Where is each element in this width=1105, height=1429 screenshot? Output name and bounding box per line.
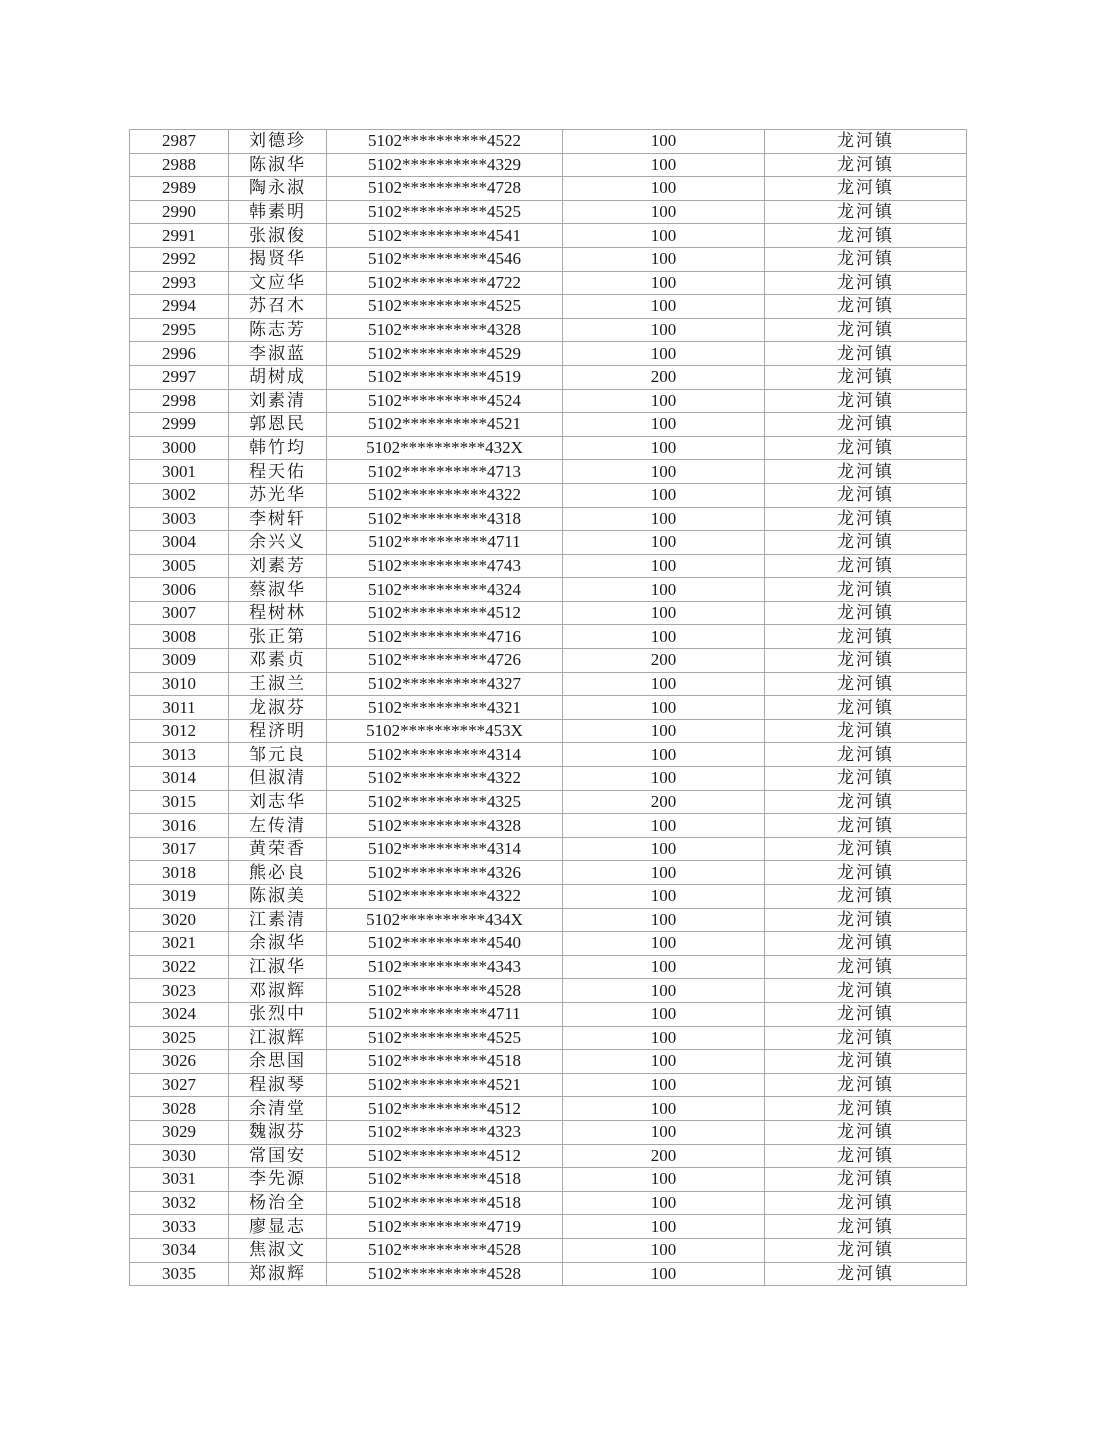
table-row — [130, 719, 967, 743]
name-cell: 杨治全 — [229, 1191, 327, 1215]
serial-number-cell: 3017 — [130, 837, 229, 861]
name-cell: 揭贤华 — [229, 247, 327, 271]
serial-number-cell: 3014 — [130, 767, 229, 791]
amount-cell: 100 — [563, 130, 765, 154]
amount-cell: 100 — [563, 1097, 765, 1121]
amount-cell: 100 — [563, 1026, 765, 1050]
name-cell: 苏召木 — [229, 295, 327, 319]
table-row — [130, 177, 967, 201]
amount-cell: 100 — [563, 955, 765, 979]
id-number-cell: 5102**********4322 — [327, 483, 563, 507]
name-cell: 韩竹均 — [229, 436, 327, 460]
name-cell: 李淑蓝 — [229, 342, 327, 366]
id-number-cell: 5102**********4512 — [327, 1097, 563, 1121]
serial-number-cell: 3035 — [130, 1262, 229, 1286]
amount-cell: 100 — [563, 554, 765, 578]
serial-number-cell: 2994 — [130, 295, 229, 319]
amount-cell: 100 — [563, 153, 765, 177]
serial-number-cell: 3032 — [130, 1191, 229, 1215]
name-cell: 张淑俊 — [229, 224, 327, 248]
serial-number-cell: 2998 — [130, 389, 229, 413]
amount-cell: 100 — [563, 932, 765, 956]
name-cell: 刘素清 — [229, 389, 327, 413]
table-row — [130, 1073, 967, 1097]
table-row — [130, 743, 967, 767]
id-number-cell: 5102**********4528 — [327, 1262, 563, 1286]
amount-cell: 100 — [563, 460, 765, 484]
id-number-cell: 5102**********4713 — [327, 460, 563, 484]
serial-number-cell: 3033 — [130, 1215, 229, 1239]
town-cell: 龙河镇 — [765, 365, 967, 389]
serial-number-cell: 2989 — [130, 177, 229, 201]
serial-number-cell: 2996 — [130, 342, 229, 366]
table-row — [130, 389, 967, 413]
name-cell: 焦淑文 — [229, 1238, 327, 1262]
amount-cell: 200 — [563, 790, 765, 814]
serial-number-cell: 3003 — [130, 507, 229, 531]
amount-cell: 100 — [563, 413, 765, 437]
table-row — [130, 224, 967, 248]
table-row — [130, 979, 967, 1003]
amount-cell: 200 — [563, 365, 765, 389]
serial-number-cell: 3027 — [130, 1073, 229, 1097]
serial-number-cell: 3015 — [130, 790, 229, 814]
name-cell: 龙淑芬 — [229, 696, 327, 720]
serial-number-cell: 3016 — [130, 814, 229, 838]
serial-number-cell: 3005 — [130, 554, 229, 578]
serial-number-cell: 3013 — [130, 743, 229, 767]
amount-cell: 100 — [563, 719, 765, 743]
name-cell: 陈志芳 — [229, 318, 327, 342]
serial-number-cell: 3022 — [130, 955, 229, 979]
amount-cell: 100 — [563, 979, 765, 1003]
table-row — [130, 413, 967, 437]
serial-number-cell: 2988 — [130, 153, 229, 177]
name-cell: 李先源 — [229, 1168, 327, 1192]
table-row — [130, 1002, 967, 1026]
amount-cell: 100 — [563, 696, 765, 720]
amount-cell: 100 — [563, 1168, 765, 1192]
serial-number-cell: 3020 — [130, 908, 229, 932]
town-cell: 龙河镇 — [765, 295, 967, 319]
town-cell: 龙河镇 — [765, 1262, 967, 1286]
table-row — [130, 342, 967, 366]
name-cell: 陈淑华 — [229, 153, 327, 177]
amount-cell: 100 — [563, 743, 765, 767]
amount-cell: 100 — [563, 601, 765, 625]
town-cell: 龙河镇 — [765, 1168, 967, 1192]
id-number-cell: 5102**********4546 — [327, 247, 563, 271]
name-cell: 黄荣香 — [229, 837, 327, 861]
table-row — [130, 130, 967, 154]
amount-cell: 100 — [563, 767, 765, 791]
serial-number-cell: 2999 — [130, 413, 229, 437]
serial-number-cell: 3000 — [130, 436, 229, 460]
table-row — [130, 318, 967, 342]
name-cell: 韩素明 — [229, 200, 327, 224]
name-cell: 左传清 — [229, 814, 327, 838]
serial-number-cell: 2993 — [130, 271, 229, 295]
table-row — [130, 507, 967, 531]
table-row — [130, 1120, 967, 1144]
town-cell: 龙河镇 — [765, 1050, 967, 1074]
table-row — [130, 436, 967, 460]
amount-cell: 100 — [563, 247, 765, 271]
id-number-cell: 5102**********4525 — [327, 200, 563, 224]
id-number-cell: 5102**********4518 — [327, 1191, 563, 1215]
amount-cell: 100 — [563, 578, 765, 602]
name-cell: 魏淑芬 — [229, 1120, 327, 1144]
id-number-cell: 5102**********4528 — [327, 1238, 563, 1262]
serial-number-cell: 3019 — [130, 885, 229, 909]
table-row — [130, 365, 967, 389]
table-row — [130, 908, 967, 932]
name-cell: 常国安 — [229, 1144, 327, 1168]
town-cell: 龙河镇 — [765, 743, 967, 767]
town-cell: 龙河镇 — [765, 389, 967, 413]
table-row — [130, 460, 967, 484]
id-number-cell: 5102**********4716 — [327, 625, 563, 649]
table-row — [130, 696, 967, 720]
serial-number-cell: 3006 — [130, 578, 229, 602]
table-row — [130, 271, 967, 295]
amount-cell: 100 — [563, 1002, 765, 1026]
serial-number-cell: 2995 — [130, 318, 229, 342]
id-number-cell: 5102**********4321 — [327, 696, 563, 720]
id-number-cell: 5102**********4322 — [327, 885, 563, 909]
serial-number-cell: 3008 — [130, 625, 229, 649]
town-cell: 龙河镇 — [765, 318, 967, 342]
town-cell: 龙河镇 — [765, 1002, 967, 1026]
id-number-cell: 5102**********4521 — [327, 413, 563, 437]
serial-number-cell: 3001 — [130, 460, 229, 484]
table-row — [130, 601, 967, 625]
name-cell: 刘德珍 — [229, 130, 327, 154]
id-number-cell: 5102**********4512 — [327, 1144, 563, 1168]
town-cell: 龙河镇 — [765, 1215, 967, 1239]
serial-number-cell: 3004 — [130, 531, 229, 555]
amount-cell: 100 — [563, 318, 765, 342]
id-number-cell: 5102**********4728 — [327, 177, 563, 201]
id-number-cell: 5102**********4518 — [327, 1168, 563, 1192]
amount-cell: 100 — [563, 483, 765, 507]
town-cell: 龙河镇 — [765, 200, 967, 224]
table-row — [130, 837, 967, 861]
amount-cell: 100 — [563, 507, 765, 531]
amount-cell: 100 — [563, 1050, 765, 1074]
name-cell: 郭恩民 — [229, 413, 327, 437]
town-cell: 龙河镇 — [765, 1238, 967, 1262]
name-cell: 江淑辉 — [229, 1026, 327, 1050]
id-number-cell: 5102**********4521 — [327, 1073, 563, 1097]
town-cell: 龙河镇 — [765, 1073, 967, 1097]
id-number-cell: 5102**********4519 — [327, 365, 563, 389]
serial-number-cell: 3026 — [130, 1050, 229, 1074]
name-cell: 李树轩 — [229, 507, 327, 531]
amount-cell: 100 — [563, 625, 765, 649]
id-number-cell: 5102**********432X — [327, 436, 563, 460]
table-row — [130, 1215, 967, 1239]
name-cell: 郑淑辉 — [229, 1262, 327, 1286]
name-cell: 余兴义 — [229, 531, 327, 555]
amount-cell: 100 — [563, 342, 765, 366]
roster-table-body — [130, 130, 967, 1286]
town-cell: 龙河镇 — [765, 719, 967, 743]
serial-number-cell: 3009 — [130, 649, 229, 673]
amount-cell: 100 — [563, 908, 765, 932]
table-row — [130, 1191, 967, 1215]
id-number-cell: 5102**********4711 — [327, 531, 563, 555]
name-cell: 程淑琴 — [229, 1073, 327, 1097]
town-cell: 龙河镇 — [765, 531, 967, 555]
table-row — [130, 885, 967, 909]
town-cell: 龙河镇 — [765, 837, 967, 861]
serial-number-cell: 3029 — [130, 1120, 229, 1144]
town-cell: 龙河镇 — [765, 554, 967, 578]
name-cell: 但淑清 — [229, 767, 327, 791]
name-cell: 邹元良 — [229, 743, 327, 767]
serial-number-cell: 3024 — [130, 1002, 229, 1026]
table-row — [130, 814, 967, 838]
id-number-cell: 5102**********4322 — [327, 767, 563, 791]
name-cell: 江素清 — [229, 908, 327, 932]
id-number-cell: 5102**********4329 — [327, 153, 563, 177]
serial-number-cell: 3025 — [130, 1026, 229, 1050]
town-cell: 龙河镇 — [765, 625, 967, 649]
name-cell: 邓淑辉 — [229, 979, 327, 1003]
town-cell: 龙河镇 — [765, 885, 967, 909]
amount-cell: 100 — [563, 861, 765, 885]
name-cell: 张正第 — [229, 625, 327, 649]
table-row — [130, 200, 967, 224]
town-cell: 龙河镇 — [765, 130, 967, 154]
table-row — [130, 1050, 967, 1074]
table-row — [130, 554, 967, 578]
name-cell: 陶永淑 — [229, 177, 327, 201]
town-cell: 龙河镇 — [765, 483, 967, 507]
name-cell: 程天佑 — [229, 460, 327, 484]
id-number-cell: 5102**********4540 — [327, 932, 563, 956]
id-number-cell: 5102**********4512 — [327, 601, 563, 625]
id-number-cell: 5102**********4711 — [327, 1002, 563, 1026]
id-number-cell: 5102**********4343 — [327, 955, 563, 979]
table-row — [130, 153, 967, 177]
town-cell: 龙河镇 — [765, 1191, 967, 1215]
town-cell: 龙河镇 — [765, 672, 967, 696]
name-cell: 邓素贞 — [229, 649, 327, 673]
town-cell: 龙河镇 — [765, 460, 967, 484]
table-row — [130, 483, 967, 507]
serial-number-cell: 3028 — [130, 1097, 229, 1121]
name-cell: 余淑华 — [229, 932, 327, 956]
name-cell: 张烈中 — [229, 1002, 327, 1026]
table-row — [130, 672, 967, 696]
serial-number-cell: 3002 — [130, 483, 229, 507]
town-cell: 龙河镇 — [765, 153, 967, 177]
amount-cell: 100 — [563, 1073, 765, 1097]
amount-cell: 200 — [563, 649, 765, 673]
serial-number-cell: 3023 — [130, 979, 229, 1003]
town-cell: 龙河镇 — [765, 507, 967, 531]
amount-cell: 100 — [563, 885, 765, 909]
id-number-cell: 5102**********4525 — [327, 1026, 563, 1050]
town-cell: 龙河镇 — [765, 696, 967, 720]
serial-number-cell: 3007 — [130, 601, 229, 625]
table-row — [130, 649, 967, 673]
id-number-cell: 5102**********4327 — [327, 672, 563, 696]
id-number-cell: 5102**********4743 — [327, 554, 563, 578]
table-row — [130, 1262, 967, 1286]
name-cell: 苏光华 — [229, 483, 327, 507]
town-cell: 龙河镇 — [765, 979, 967, 1003]
id-number-cell: 5102**********4314 — [327, 837, 563, 861]
serial-number-cell: 3012 — [130, 719, 229, 743]
id-number-cell: 5102**********4326 — [327, 861, 563, 885]
name-cell: 刘素芳 — [229, 554, 327, 578]
id-number-cell: 5102**********4722 — [327, 271, 563, 295]
town-cell: 龙河镇 — [765, 247, 967, 271]
name-cell: 余思国 — [229, 1050, 327, 1074]
table-row — [130, 1026, 967, 1050]
table-row — [130, 578, 967, 602]
amount-cell: 100 — [563, 1238, 765, 1262]
amount-cell: 100 — [563, 672, 765, 696]
town-cell: 龙河镇 — [765, 1026, 967, 1050]
serial-number-cell: 3011 — [130, 696, 229, 720]
name-cell: 蔡淑华 — [229, 578, 327, 602]
town-cell: 龙河镇 — [765, 955, 967, 979]
id-number-cell: 5102**********4522 — [327, 130, 563, 154]
name-cell: 胡树成 — [229, 365, 327, 389]
name-cell: 王淑兰 — [229, 672, 327, 696]
name-cell: 程树林 — [229, 601, 327, 625]
amount-cell: 100 — [563, 1191, 765, 1215]
town-cell: 龙河镇 — [765, 413, 967, 437]
table-row — [130, 625, 967, 649]
id-number-cell: 5102**********4318 — [327, 507, 563, 531]
id-number-cell: 5102**********4518 — [327, 1050, 563, 1074]
town-cell: 龙河镇 — [765, 861, 967, 885]
id-number-cell: 5102**********434X — [327, 908, 563, 932]
serial-number-cell: 3034 — [130, 1238, 229, 1262]
amount-cell: 100 — [563, 271, 765, 295]
name-cell: 文应华 — [229, 271, 327, 295]
id-number-cell: 5102**********4323 — [327, 1120, 563, 1144]
amount-cell: 100 — [563, 436, 765, 460]
table-row — [130, 295, 967, 319]
amount-cell: 100 — [563, 224, 765, 248]
name-cell: 熊必良 — [229, 861, 327, 885]
amount-cell: 100 — [563, 295, 765, 319]
town-cell: 龙河镇 — [765, 271, 967, 295]
table-row — [130, 1238, 967, 1262]
table-row — [130, 955, 967, 979]
table-row — [130, 1097, 967, 1121]
amount-cell: 100 — [563, 1215, 765, 1239]
name-cell: 陈淑美 — [229, 885, 327, 909]
id-number-cell: 5102**********4324 — [327, 578, 563, 602]
name-cell: 江淑华 — [229, 955, 327, 979]
town-cell: 龙河镇 — [765, 1120, 967, 1144]
town-cell: 龙河镇 — [765, 908, 967, 932]
amount-cell: 100 — [563, 177, 765, 201]
table-row — [130, 861, 967, 885]
town-cell: 龙河镇 — [765, 436, 967, 460]
id-number-cell: 5102**********4524 — [327, 389, 563, 413]
id-number-cell: 5102**********4328 — [327, 814, 563, 838]
id-number-cell: 5102**********4541 — [327, 224, 563, 248]
town-cell: 龙河镇 — [765, 578, 967, 602]
serial-number-cell: 2991 — [130, 224, 229, 248]
serial-number-cell: 3030 — [130, 1144, 229, 1168]
name-cell: 余清堂 — [229, 1097, 327, 1121]
town-cell: 龙河镇 — [765, 224, 967, 248]
town-cell: 龙河镇 — [765, 649, 967, 673]
id-number-cell: 5102**********4528 — [327, 979, 563, 1003]
id-number-cell: 5102**********4325 — [327, 790, 563, 814]
table-row — [130, 932, 967, 956]
serial-number-cell: 3021 — [130, 932, 229, 956]
id-number-cell: 5102**********4328 — [327, 318, 563, 342]
amount-cell: 100 — [563, 1120, 765, 1144]
table-row — [130, 1168, 967, 1192]
town-cell: 龙河镇 — [765, 790, 967, 814]
table-row — [130, 767, 967, 791]
town-cell: 龙河镇 — [765, 767, 967, 791]
table-row — [130, 790, 967, 814]
serial-number-cell: 3031 — [130, 1168, 229, 1192]
serial-number-cell: 2990 — [130, 200, 229, 224]
serial-number-cell: 2997 — [130, 365, 229, 389]
town-cell: 龙河镇 — [765, 601, 967, 625]
roster-table — [129, 129, 967, 1286]
serial-number-cell: 3010 — [130, 672, 229, 696]
id-number-cell: 5102**********4719 — [327, 1215, 563, 1239]
name-cell: 刘志华 — [229, 790, 327, 814]
amount-cell: 200 — [563, 1144, 765, 1168]
town-cell: 龙河镇 — [765, 814, 967, 838]
name-cell: 廖显志 — [229, 1215, 327, 1239]
amount-cell: 100 — [563, 1262, 765, 1286]
table-row — [130, 531, 967, 555]
town-cell: 龙河镇 — [765, 1097, 967, 1121]
id-number-cell: 5102**********453X — [327, 719, 563, 743]
table-row — [130, 1144, 967, 1168]
id-number-cell: 5102**********4314 — [327, 743, 563, 767]
serial-number-cell: 2992 — [130, 247, 229, 271]
amount-cell: 100 — [563, 200, 765, 224]
amount-cell: 100 — [563, 531, 765, 555]
amount-cell: 100 — [563, 837, 765, 861]
id-number-cell: 5102**********4529 — [327, 342, 563, 366]
serial-number-cell: 2987 — [130, 130, 229, 154]
amount-cell: 100 — [563, 814, 765, 838]
town-cell: 龙河镇 — [765, 342, 967, 366]
town-cell: 龙河镇 — [765, 1144, 967, 1168]
serial-number-cell: 3018 — [130, 861, 229, 885]
amount-cell: 100 — [563, 389, 765, 413]
table-row — [130, 247, 967, 271]
town-cell: 龙河镇 — [765, 177, 967, 201]
id-number-cell: 5102**********4726 — [327, 649, 563, 673]
name-cell: 程济明 — [229, 719, 327, 743]
id-number-cell: 5102**********4525 — [327, 295, 563, 319]
town-cell: 龙河镇 — [765, 932, 967, 956]
